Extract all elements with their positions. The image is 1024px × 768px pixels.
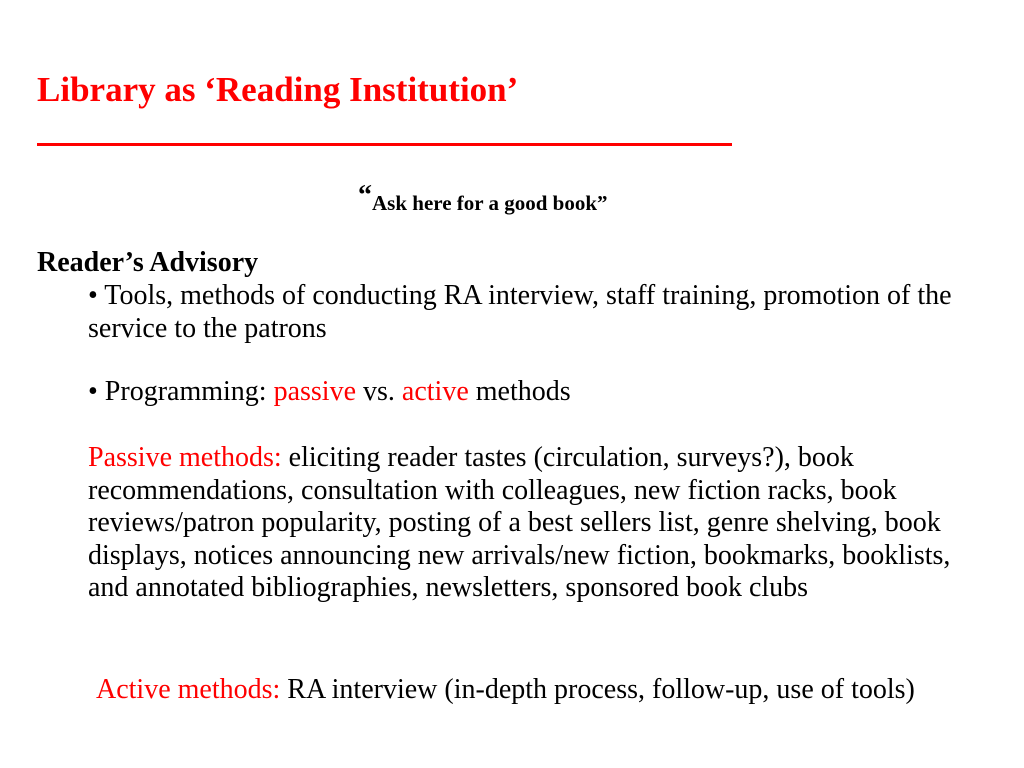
open-quote-mark: “: [358, 180, 372, 211]
section-heading: Reader’s Advisory: [37, 247, 259, 278]
bullet-tools: • Tools, methods of conducting RA interview, staff training, promotion of the service to the patrons: [88, 280, 952, 344]
tagline-text: Ask here for a good book”: [372, 191, 608, 215]
bullet-programming-prefix: • Programming:: [88, 376, 274, 407]
passive-methods-label: Passive methods:: [88, 442, 289, 473]
passive-keyword: passive: [273, 376, 357, 407]
active-methods-label: Active methods:: [96, 674, 288, 705]
passive-methods-text: eliciting reader tastes (circulation, surveys?), book recommendations, consultation with colleagues, new fiction racks, book reviews/patron popularity, posting of a best sellers list, genre shelving, book displays, notices announcing new arrivals/new fiction, bookmarks, booklists, and annotated bibliographies, newsletters, sponsored book clubs: [88, 442, 951, 603]
bullet-programming: [88, 376, 988, 409]
active-methods-text: RA interview (in-depth process, follow-up, use of tools): [287, 674, 915, 705]
slide-title: Library as ‘Reading Institution’: [37, 70, 519, 109]
active-methods-paragraph: [88, 674, 988, 707]
tagline-quote: [358, 182, 608, 217]
bullet-programming-suffix: methods: [468, 376, 571, 407]
passive-methods-paragraph: [88, 442, 988, 605]
bullet-programming-middle: vs.: [356, 376, 402, 407]
title-underline-divider: [37, 143, 732, 146]
active-keyword: active: [401, 376, 469, 407]
